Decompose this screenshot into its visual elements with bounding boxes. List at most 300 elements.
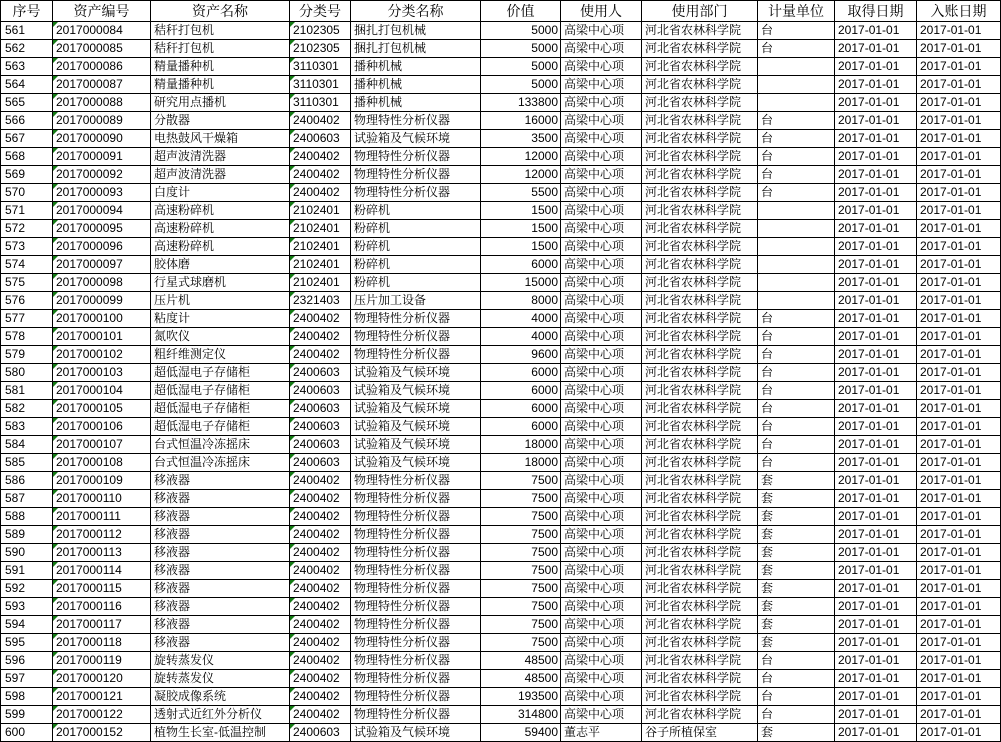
cell-category-name[interactable]: [351, 94, 481, 112]
cell-asset-name[interactable]: [151, 310, 290, 328]
cell-category-name[interactable]: [351, 238, 481, 256]
cell-department[interactable]: [642, 472, 758, 490]
cell-asset-id[interactable]: [53, 166, 151, 184]
cell-acquired-date[interactable]: [835, 184, 917, 202]
cell-row-number[interactable]: [1, 472, 53, 490]
cell-category-code[interactable]: [290, 706, 351, 724]
cell-unit[interactable]: [758, 526, 835, 544]
cell-asset-name[interactable]: [151, 490, 290, 508]
cell-unit[interactable]: [758, 562, 835, 580]
cell-asset-name[interactable]: [151, 670, 290, 688]
cell-row-number[interactable]: [1, 184, 53, 202]
cell-unit[interactable]: [758, 580, 835, 598]
cell-value[interactable]: [481, 490, 561, 508]
cell-category-name[interactable]: [351, 40, 481, 58]
cell-unit[interactable]: [758, 688, 835, 706]
cell-row-number[interactable]: [1, 634, 53, 652]
cell-department[interactable]: [642, 40, 758, 58]
cell-asset-name[interactable]: [151, 454, 290, 472]
cell-department[interactable]: [642, 454, 758, 472]
cell-value[interactable]: [481, 580, 561, 598]
cell-row-number[interactable]: [1, 274, 53, 292]
cell-unit[interactable]: [758, 400, 835, 418]
cell-user[interactable]: [561, 220, 642, 238]
cell-user[interactable]: [561, 346, 642, 364]
cell-department[interactable]: [642, 580, 758, 598]
cell-category-code[interactable]: [290, 418, 351, 436]
cell-row-number[interactable]: [1, 292, 53, 310]
cell-acquired-date[interactable]: [835, 328, 917, 346]
cell-category-code[interactable]: [290, 22, 351, 40]
cell-department[interactable]: [642, 238, 758, 256]
cell-acquired-date[interactable]: [835, 76, 917, 94]
cell-department[interactable]: [642, 490, 758, 508]
cell-user[interactable]: [561, 184, 642, 202]
cell-asset-name[interactable]: [151, 346, 290, 364]
cell-row-number[interactable]: [1, 670, 53, 688]
cell-category-code[interactable]: [290, 400, 351, 418]
cell-row-number[interactable]: [1, 706, 53, 724]
cell-acquired-date[interactable]: [835, 274, 917, 292]
cell-booked-date[interactable]: [917, 580, 1001, 598]
cell-asset-id[interactable]: [53, 364, 151, 382]
cell-user[interactable]: [561, 148, 642, 166]
cell-asset-id[interactable]: [53, 400, 151, 418]
cell-department[interactable]: [642, 562, 758, 580]
cell-category-name[interactable]: [351, 112, 481, 130]
cell-unit[interactable]: [758, 94, 835, 112]
cell-category-code[interactable]: [290, 580, 351, 598]
header-user[interactable]: 使用人: [561, 1, 642, 22]
cell-acquired-date[interactable]: [835, 292, 917, 310]
cell-asset-id[interactable]: [53, 40, 151, 58]
cell-asset-name[interactable]: [151, 238, 290, 256]
cell-department[interactable]: [642, 274, 758, 292]
cell-category-code[interactable]: [290, 454, 351, 472]
cell-row-number[interactable]: [1, 382, 53, 400]
cell-acquired-date[interactable]: [835, 580, 917, 598]
cell-asset-id[interactable]: [53, 76, 151, 94]
cell-user[interactable]: [561, 310, 642, 328]
cell-asset-id[interactable]: [53, 328, 151, 346]
cell-category-code[interactable]: [290, 58, 351, 76]
cell-unit[interactable]: [758, 346, 835, 364]
cell-category-code[interactable]: [290, 220, 351, 238]
cell-category-name[interactable]: [351, 454, 481, 472]
cell-unit[interactable]: [758, 382, 835, 400]
header-unit[interactable]: 计量单位: [758, 1, 835, 22]
cell-asset-id[interactable]: [53, 22, 151, 40]
cell-user[interactable]: [561, 328, 642, 346]
header-acquired-date[interactable]: 取得日期: [835, 1, 917, 22]
cell-department[interactable]: [642, 598, 758, 616]
cell-value[interactable]: [481, 40, 561, 58]
cell-acquired-date[interactable]: [835, 238, 917, 256]
cell-unit[interactable]: [758, 508, 835, 526]
cell-row-number[interactable]: [1, 346, 53, 364]
cell-row-number[interactable]: [1, 148, 53, 166]
cell-asset-id[interactable]: [53, 94, 151, 112]
cell-unit[interactable]: [758, 616, 835, 634]
cell-row-number[interactable]: [1, 400, 53, 418]
cell-acquired-date[interactable]: [835, 148, 917, 166]
cell-category-name[interactable]: [351, 166, 481, 184]
cell-category-name[interactable]: [351, 634, 481, 652]
cell-asset-id[interactable]: [53, 652, 151, 670]
cell-user[interactable]: [561, 562, 642, 580]
cell-booked-date[interactable]: [917, 598, 1001, 616]
cell-category-code[interactable]: [290, 652, 351, 670]
cell-asset-id[interactable]: [53, 580, 151, 598]
cell-category-name[interactable]: [351, 292, 481, 310]
cell-user[interactable]: [561, 40, 642, 58]
cell-asset-name[interactable]: [151, 22, 290, 40]
cell-user[interactable]: [561, 454, 642, 472]
cell-value[interactable]: [481, 652, 561, 670]
cell-department[interactable]: [642, 166, 758, 184]
cell-asset-id[interactable]: [53, 418, 151, 436]
cell-department[interactable]: [642, 616, 758, 634]
cell-unit[interactable]: [758, 76, 835, 94]
cell-value[interactable]: [481, 310, 561, 328]
cell-acquired-date[interactable]: [835, 688, 917, 706]
cell-row-number[interactable]: [1, 256, 53, 274]
cell-user[interactable]: [561, 292, 642, 310]
cell-unit[interactable]: [758, 22, 835, 40]
cell-asset-id[interactable]: [53, 526, 151, 544]
cell-asset-id[interactable]: [53, 544, 151, 562]
cell-user[interactable]: [561, 598, 642, 616]
cell-asset-name[interactable]: [151, 184, 290, 202]
cell-department[interactable]: [642, 346, 758, 364]
cell-booked-date[interactable]: [917, 652, 1001, 670]
cell-acquired-date[interactable]: [835, 670, 917, 688]
cell-category-name[interactable]: [351, 616, 481, 634]
cell-department[interactable]: [642, 310, 758, 328]
cell-user[interactable]: [561, 526, 642, 544]
cell-category-name[interactable]: [351, 202, 481, 220]
cell-asset-name[interactable]: [151, 274, 290, 292]
cell-acquired-date[interactable]: [835, 616, 917, 634]
cell-department[interactable]: [642, 148, 758, 166]
cell-user[interactable]: [561, 94, 642, 112]
cell-value[interactable]: [481, 634, 561, 652]
cell-unit[interactable]: [758, 292, 835, 310]
cell-category-code[interactable]: [290, 616, 351, 634]
cell-user[interactable]: [561, 490, 642, 508]
cell-asset-name[interactable]: [151, 58, 290, 76]
cell-booked-date[interactable]: [917, 544, 1001, 562]
cell-category-name[interactable]: [351, 400, 481, 418]
cell-booked-date[interactable]: [917, 688, 1001, 706]
cell-value[interactable]: [481, 364, 561, 382]
cell-asset-name[interactable]: [151, 76, 290, 94]
cell-asset-name[interactable]: [151, 328, 290, 346]
cell-category-name[interactable]: [351, 346, 481, 364]
cell-category-code[interactable]: [290, 364, 351, 382]
cell-row-number[interactable]: [1, 112, 53, 130]
cell-value[interactable]: [481, 76, 561, 94]
cell-user[interactable]: [561, 472, 642, 490]
cell-unit[interactable]: [758, 274, 835, 292]
cell-row-number[interactable]: [1, 544, 53, 562]
cell-unit[interactable]: [758, 598, 835, 616]
cell-asset-name[interactable]: [151, 562, 290, 580]
cell-booked-date[interactable]: [917, 58, 1001, 76]
cell-row-number[interactable]: [1, 454, 53, 472]
cell-asset-name[interactable]: [151, 418, 290, 436]
cell-asset-name[interactable]: [151, 634, 290, 652]
cell-unit[interactable]: [758, 202, 835, 220]
cell-booked-date[interactable]: [917, 220, 1001, 238]
cell-category-code[interactable]: [290, 40, 351, 58]
cell-asset-id[interactable]: [53, 274, 151, 292]
cell-unit[interactable]: [758, 490, 835, 508]
cell-department[interactable]: [642, 544, 758, 562]
cell-row-number[interactable]: [1, 94, 53, 112]
cell-unit[interactable]: [758, 166, 835, 184]
cell-category-name[interactable]: [351, 670, 481, 688]
cell-acquired-date[interactable]: [835, 382, 917, 400]
cell-value[interactable]: [481, 670, 561, 688]
cell-value[interactable]: [481, 166, 561, 184]
cell-asset-name[interactable]: [151, 166, 290, 184]
cell-category-code[interactable]: [290, 256, 351, 274]
cell-asset-id[interactable]: [53, 490, 151, 508]
cell-user[interactable]: [561, 670, 642, 688]
cell-booked-date[interactable]: [917, 274, 1001, 292]
cell-acquired-date[interactable]: [835, 472, 917, 490]
cell-booked-date[interactable]: [917, 238, 1001, 256]
cell-asset-name[interactable]: [151, 382, 290, 400]
cell-category-name[interactable]: [351, 364, 481, 382]
cell-value[interactable]: [481, 184, 561, 202]
cell-category-code[interactable]: [290, 76, 351, 94]
cell-user[interactable]: [561, 76, 642, 94]
cell-value[interactable]: [481, 472, 561, 490]
cell-asset-name[interactable]: [151, 508, 290, 526]
cell-asset-id[interactable]: [53, 292, 151, 310]
cell-booked-date[interactable]: [917, 202, 1001, 220]
cell-user[interactable]: [561, 238, 642, 256]
cell-booked-date[interactable]: [917, 256, 1001, 274]
cell-row-number[interactable]: [1, 166, 53, 184]
cell-booked-date[interactable]: [917, 724, 1001, 742]
cell-row-number[interactable]: [1, 310, 53, 328]
cell-user[interactable]: [561, 418, 642, 436]
cell-category-code[interactable]: [290, 148, 351, 166]
cell-row-number[interactable]: [1, 508, 53, 526]
cell-category-code[interactable]: [290, 508, 351, 526]
cell-value[interactable]: [481, 706, 561, 724]
cell-asset-name[interactable]: [151, 652, 290, 670]
cell-user[interactable]: [561, 652, 642, 670]
cell-category-name[interactable]: [351, 220, 481, 238]
cell-booked-date[interactable]: [917, 490, 1001, 508]
cell-asset-id[interactable]: [53, 220, 151, 238]
cell-value[interactable]: [481, 562, 561, 580]
cell-booked-date[interactable]: [917, 22, 1001, 40]
cell-row-number[interactable]: [1, 76, 53, 94]
cell-unit[interactable]: [758, 112, 835, 130]
cell-user[interactable]: [561, 634, 642, 652]
cell-acquired-date[interactable]: [835, 256, 917, 274]
cell-row-number[interactable]: [1, 58, 53, 76]
cell-user[interactable]: [561, 706, 642, 724]
cell-user[interactable]: [561, 22, 642, 40]
cell-unit[interactable]: [758, 256, 835, 274]
cell-category-name[interactable]: [351, 688, 481, 706]
cell-asset-name[interactable]: [151, 148, 290, 166]
cell-department[interactable]: [642, 94, 758, 112]
cell-unit[interactable]: [758, 706, 835, 724]
cell-acquired-date[interactable]: [835, 94, 917, 112]
cell-asset-name[interactable]: [151, 292, 290, 310]
cell-category-code[interactable]: [290, 634, 351, 652]
cell-row-number[interactable]: [1, 562, 53, 580]
cell-user[interactable]: [561, 130, 642, 148]
cell-row-number[interactable]: [1, 724, 53, 742]
cell-asset-id[interactable]: [53, 130, 151, 148]
cell-category-name[interactable]: [351, 310, 481, 328]
cell-booked-date[interactable]: [917, 562, 1001, 580]
cell-asset-name[interactable]: [151, 220, 290, 238]
cell-value[interactable]: [481, 292, 561, 310]
cell-unit[interactable]: [758, 148, 835, 166]
cell-department[interactable]: [642, 256, 758, 274]
cell-category-name[interactable]: [351, 148, 481, 166]
cell-value[interactable]: [481, 418, 561, 436]
cell-category-code[interactable]: [290, 688, 351, 706]
cell-booked-date[interactable]: [917, 436, 1001, 454]
cell-asset-name[interactable]: [151, 598, 290, 616]
cell-asset-name[interactable]: [151, 580, 290, 598]
cell-user[interactable]: [561, 724, 642, 742]
cell-row-number[interactable]: [1, 688, 53, 706]
cell-unit[interactable]: [758, 220, 835, 238]
cell-user[interactable]: [561, 580, 642, 598]
cell-unit[interactable]: [758, 436, 835, 454]
cell-unit[interactable]: [758, 544, 835, 562]
cell-value[interactable]: [481, 436, 561, 454]
cell-booked-date[interactable]: [917, 472, 1001, 490]
cell-asset-name[interactable]: [151, 112, 290, 130]
cell-category-name[interactable]: [351, 328, 481, 346]
cell-row-number[interactable]: [1, 418, 53, 436]
cell-category-code[interactable]: [290, 544, 351, 562]
cell-user[interactable]: [561, 58, 642, 76]
cell-category-name[interactable]: [351, 274, 481, 292]
cell-acquired-date[interactable]: [835, 112, 917, 130]
cell-asset-id[interactable]: [53, 688, 151, 706]
cell-asset-id[interactable]: [53, 472, 151, 490]
cell-row-number[interactable]: [1, 580, 53, 598]
cell-unit[interactable]: [758, 58, 835, 76]
cell-category-code[interactable]: [290, 274, 351, 292]
header-row-number[interactable]: 序号: [1, 1, 53, 22]
cell-acquired-date[interactable]: [835, 40, 917, 58]
cell-row-number[interactable]: [1, 238, 53, 256]
cell-row-number[interactable]: [1, 364, 53, 382]
cell-acquired-date[interactable]: [835, 436, 917, 454]
cell-category-name[interactable]: [351, 490, 481, 508]
cell-unit[interactable]: [758, 310, 835, 328]
cell-asset-id[interactable]: [53, 310, 151, 328]
cell-asset-name[interactable]: [151, 724, 290, 742]
cell-user[interactable]: [561, 436, 642, 454]
cell-department[interactable]: [642, 76, 758, 94]
cell-acquired-date[interactable]: [835, 454, 917, 472]
cell-asset-name[interactable]: [151, 94, 290, 112]
cell-category-name[interactable]: [351, 562, 481, 580]
cell-value[interactable]: [481, 346, 561, 364]
cell-row-number[interactable]: [1, 22, 53, 40]
cell-booked-date[interactable]: [917, 40, 1001, 58]
cell-user[interactable]: [561, 688, 642, 706]
cell-department[interactable]: [642, 634, 758, 652]
header-department[interactable]: 使用部门: [642, 1, 758, 22]
cell-asset-id[interactable]: [53, 706, 151, 724]
cell-unit[interactable]: [758, 418, 835, 436]
cell-booked-date[interactable]: [917, 130, 1001, 148]
cell-category-code[interactable]: [290, 112, 351, 130]
cell-row-number[interactable]: [1, 220, 53, 238]
cell-unit[interactable]: [758, 472, 835, 490]
cell-category-code[interactable]: [290, 292, 351, 310]
cell-department[interactable]: [642, 436, 758, 454]
cell-department[interactable]: [642, 400, 758, 418]
cell-unit[interactable]: [758, 670, 835, 688]
cell-asset-id[interactable]: [53, 454, 151, 472]
cell-category-name[interactable]: [351, 58, 481, 76]
cell-value[interactable]: [481, 526, 561, 544]
header-category-name[interactable]: 分类名称: [351, 1, 481, 22]
cell-acquired-date[interactable]: [835, 562, 917, 580]
cell-category-code[interactable]: [290, 598, 351, 616]
cell-row-number[interactable]: [1, 652, 53, 670]
cell-asset-id[interactable]: [53, 382, 151, 400]
cell-user[interactable]: [561, 544, 642, 562]
cell-asset-name[interactable]: [151, 256, 290, 274]
cell-row-number[interactable]: [1, 328, 53, 346]
cell-row-number[interactable]: [1, 598, 53, 616]
cell-row-number[interactable]: [1, 616, 53, 634]
cell-asset-id[interactable]: [53, 58, 151, 76]
cell-booked-date[interactable]: [917, 634, 1001, 652]
cell-asset-name[interactable]: [151, 526, 290, 544]
cell-acquired-date[interactable]: [835, 166, 917, 184]
cell-category-code[interactable]: [290, 346, 351, 364]
cell-booked-date[interactable]: [917, 148, 1001, 166]
cell-unit[interactable]: [758, 724, 835, 742]
cell-category-code[interactable]: [290, 382, 351, 400]
cell-asset-name[interactable]: [151, 688, 290, 706]
header-value[interactable]: 价值: [481, 1, 561, 22]
cell-booked-date[interactable]: [917, 400, 1001, 418]
cell-value[interactable]: [481, 148, 561, 166]
cell-unit[interactable]: [758, 40, 835, 58]
cell-category-name[interactable]: [351, 526, 481, 544]
cell-acquired-date[interactable]: [835, 508, 917, 526]
cell-unit[interactable]: [758, 328, 835, 346]
cell-acquired-date[interactable]: [835, 490, 917, 508]
cell-asset-name[interactable]: [151, 544, 290, 562]
cell-asset-name[interactable]: [151, 706, 290, 724]
cell-value[interactable]: [481, 238, 561, 256]
cell-asset-id[interactable]: [53, 112, 151, 130]
cell-value[interactable]: [481, 400, 561, 418]
cell-asset-id[interactable]: [53, 148, 151, 166]
